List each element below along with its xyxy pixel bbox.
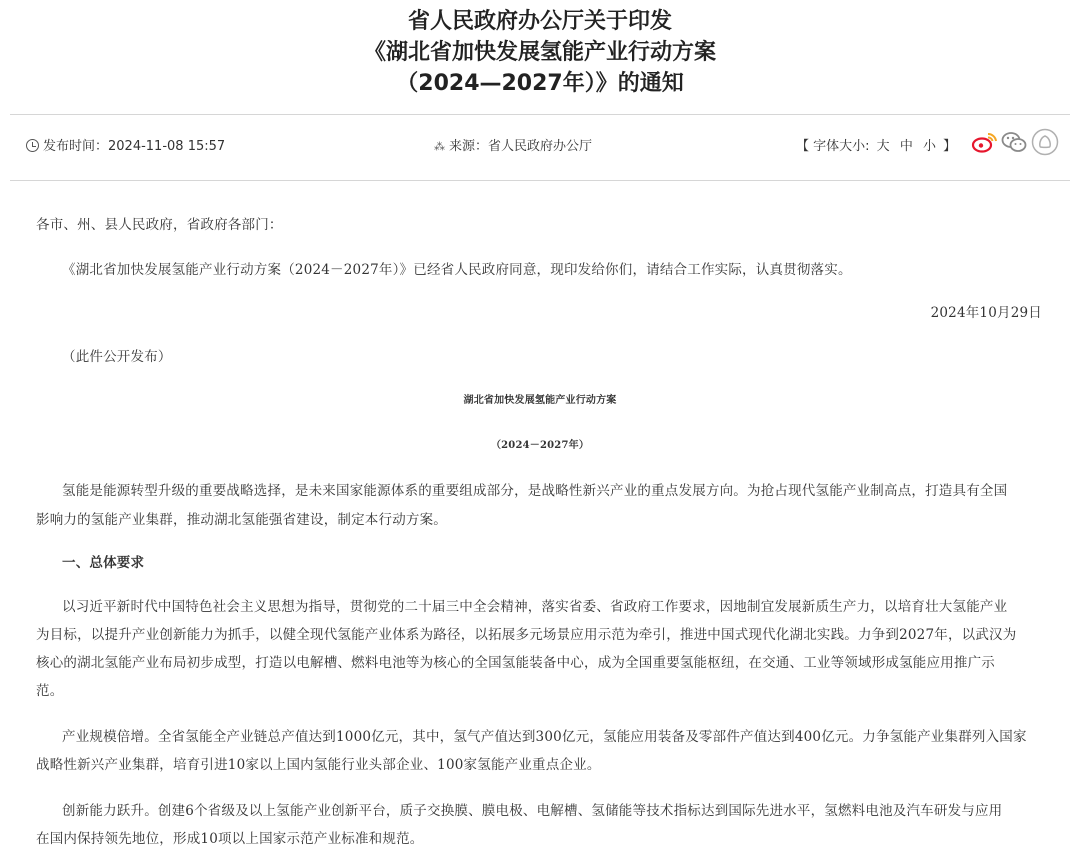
para3-line2: 战略性新兴产业集群，培育引进10家以上国内氢能行业头部企业、100家氢能产业重点企业。	[36, 757, 601, 773]
source-value: 省人民政府办公厅	[488, 139, 593, 154]
divider-top	[10, 114, 1070, 115]
plan-period: （2024－2027年）	[490, 440, 590, 451]
notice-date: 2024年10月29日	[930, 305, 1042, 321]
para1-line1: 氢能是能源转型升级的重要战略选择，是未来国家能源体系的重要组成部分，是战略性新兴产业的重点发展方向。为抢占现代氢能产业制高点，打造具有全国	[62, 483, 1008, 499]
font-size-small-button[interactable]: 小	[922, 139, 936, 154]
para2-line3: 核心的湖北氢能产业布局初步成型，打造以电解槽、燃料电池等为核心的全国氢能装备中心，成为全国重要氢能枢纽，在交通、工业等领域形成氢能应用推广示	[36, 655, 995, 671]
publish-label: 发布时间：	[43, 139, 109, 154]
weibo-icon[interactable]	[970, 128, 998, 156]
font-size-end: 】	[943, 139, 957, 154]
para2-line2: 为目标，以提升产业创新能力为抓手，以健全现代氢能产业体系为路径，以拓展多元场景应用示范为牵引，推进中国式现代化湖北实践。力争到2027年，以武汉为	[36, 627, 1017, 643]
intro-paragraph: 《湖北省加快发展氢能产业行动方案（2024－2027年）》已经省人民政府同意，现印发给你们，请结合工作实际，认真贯彻落实。	[62, 262, 852, 278]
divider-bottom	[10, 180, 1070, 181]
qq-icon[interactable]	[1031, 128, 1059, 156]
para3-line1: 产业规模倍增。全省氢能全产业链总产值达到1000亿元，其中，氢气产值达到300亿元，氢能应用装备及零部件产值达到400亿元。力争氢能产业集群列入国家	[62, 729, 1027, 745]
clock-icon	[26, 139, 39, 152]
para1-line2: 影响力的氢能产业集群，推动湖北氢能强省建设，制定本行动方案。	[36, 512, 447, 528]
para4-line1: 创新能力跃升。创建6个省级及以上氢能产业创新平台，质子交换膜、膜电极、电解槽、氢储能等技术指标达到国际先进水平，氢燃料电池及汽车研发与应用	[62, 803, 1003, 819]
publish-time-value: 2024-11-08 15:57	[108, 139, 226, 154]
para2-line1: 以习近平新时代中国特色社会主义思想为指导，贯彻党的二十届三中全会精神，落实省委、省政府工作要求，因地制宜发展新质生产力，以培育壮大氢能产业	[62, 599, 1008, 615]
font-size-large-button[interactable]: 大	[876, 139, 890, 154]
title-line-2: 《湖北省加快发展氢能产业行动方案	[363, 40, 716, 65]
source-label: 来源：	[449, 139, 489, 154]
title-line-3: （2024—2027年）》的通知	[396, 71, 684, 96]
article-meta-bar	[0, 136, 1080, 158]
article-title	[0, 6, 1080, 99]
title-line-1: 省人民政府办公厅关于印发	[407, 9, 672, 34]
font-size-label: 【 字体大小:	[796, 139, 870, 154]
para2-line4: 范。	[36, 683, 64, 699]
font-size-medium-button[interactable]: 中	[899, 139, 913, 154]
plan-title: 湖北省加快发展氢能产业行动方案	[463, 395, 617, 406]
source	[434, 136, 592, 158]
font-size-control	[796, 136, 956, 158]
greeting: 各市、州、县人民政府，省政府各部门：	[36, 217, 283, 233]
source-icon: ⁂	[434, 140, 445, 153]
para4-line2: 在国内保持领先地位，形成10项以上国家示范产业标准和规范。	[36, 831, 424, 847]
publish-time	[26, 136, 225, 158]
wechat-icon[interactable]	[1000, 128, 1028, 156]
section-heading-1: 一、总体要求	[62, 555, 145, 571]
public-note: （此件公开发布）	[62, 349, 172, 365]
